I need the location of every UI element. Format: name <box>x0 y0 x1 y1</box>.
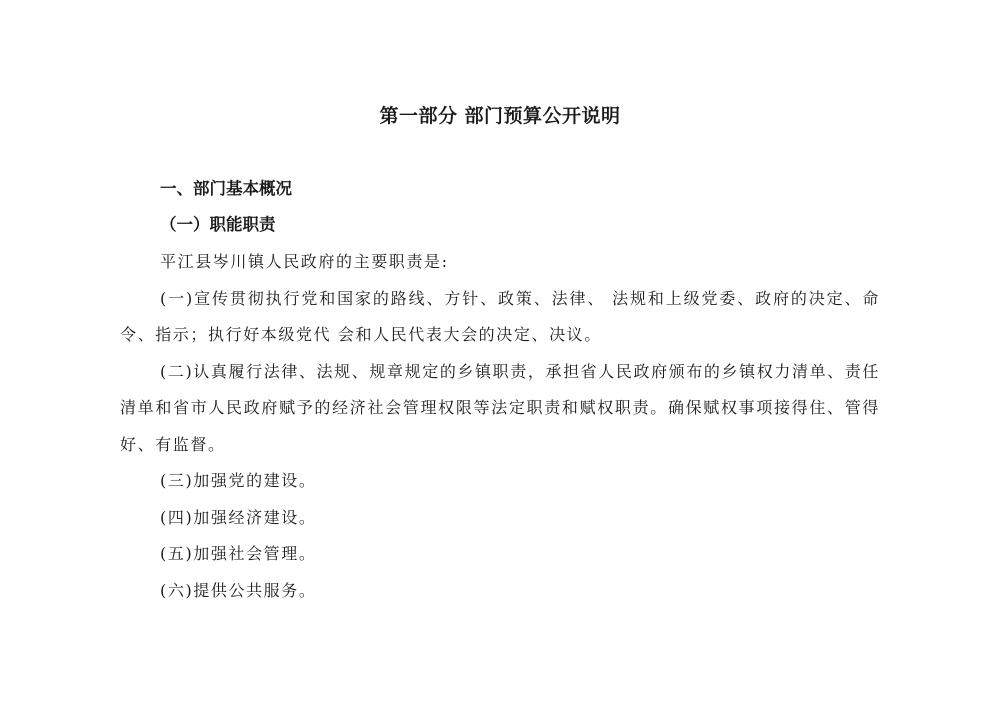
page-title: 第一部分 部门预算公开说明 <box>379 105 621 127</box>
subsection-heading-duties: （一）职能职责 <box>160 215 276 234</box>
paragraph-duty-5: (五)加强社会管理。 <box>160 544 317 563</box>
paragraph-duty-1: (一)宣传贯彻执行党和国家的路线、方针、政策、法律、 法规和上级党委、政府的决定、命令、指示；执行好本级党代 会和人民代表大会的决定、决议。 <box>120 288 880 344</box>
body-text <box>120 244 880 609</box>
paragraph-duty-2: (二)认真履行法律、法规、规章规定的乡镇职责，承担省人民政府颁布的乡镇权力清单、责任清单和省市人民政府赋予的经济社会管理权限等法定职责和赋权职责。确保赋权事项接得住、管得好、有监督。 <box>120 361 880 454</box>
paragraph-duty-6: (六)提供公共服务。 <box>160 580 317 600</box>
paragraph-intro: 平江县岑川镇人民政府的主要职责是: <box>160 252 449 271</box>
paragraph-duty-3: (三)加强党的建设。 <box>160 471 317 490</box>
section-heading-basic-overview: 一、部门基本概况 <box>160 179 292 198</box>
paragraph-duty-4: (四)加强经济建设。 <box>160 507 317 527</box>
